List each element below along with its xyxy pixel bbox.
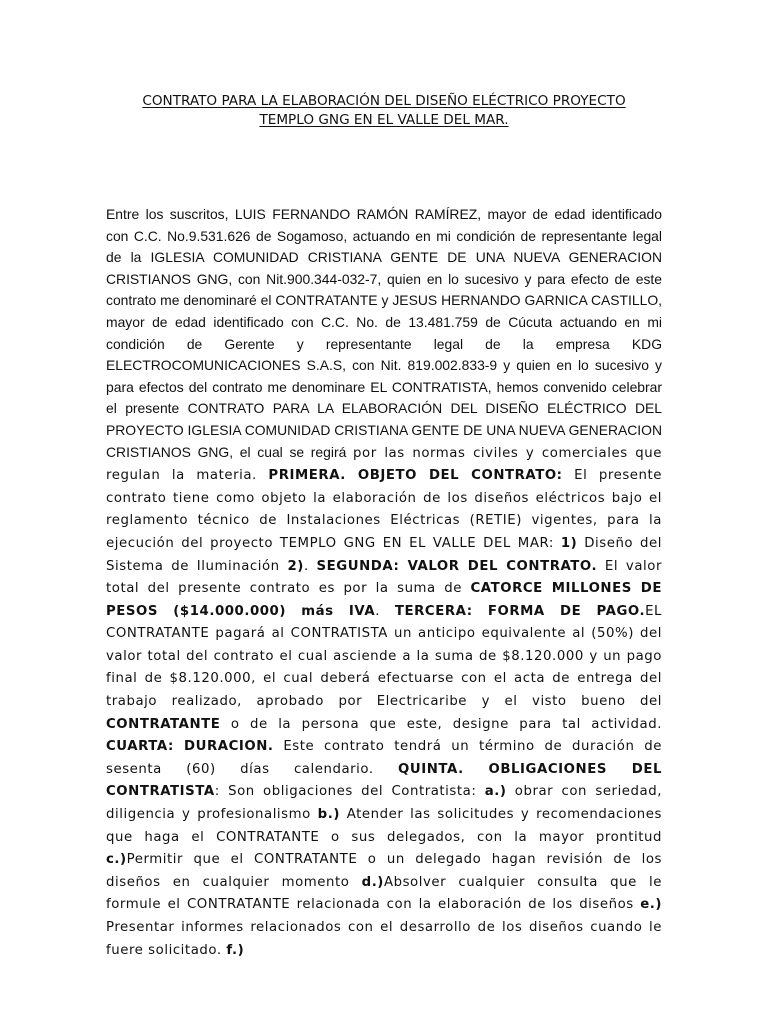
clause-quinta-heading: QUINTA. OBLIGACIONES DEL CONTRATISTA (106, 761, 663, 800)
intro-paragraph: Entre los suscritos, LUIS FERNANDO RAMÓN RAMÍREZ, mayor de edad identificado con C.C. No.9.531.626 de Sogamoso, actuando en mi condición de representante legal de la IGLESIA COMUNIDAD CRISTIANA GENTE DE UNA NUEVA GENERACION CRISTIANOS GNG, con Nit.900.344-032-7, quien en lo sucesivo y para efecto de este contrato me denominaré el CONTRATANTE y JESUS HERNANDO GARNICA CASTILLO, mayor de edad identificado con C.C. No. de 13.481.759 de Cúcuta actuando en mi condición de Gerente y representante legal de la empresa KDG ELECTROCOMUNICACIONES S.A.S, con Nit. 819.002.833-9 y quien en lo sucesivo y para efectos del contrato me denominare EL CONTRATISTA, hemos convenido celebrar el presente CONTRATO PARA LA ELABORACIÓN DEL DISEÑO ELÉCTRICO DEL PROYECTO IGLESIA COMUNIDAD CRISTIANA GENTE DE UNA NUEVA GENERACION CRISTIANOS GNG, el cual se regirá (106, 206, 662, 460)
contract-title (100, 92, 668, 130)
wide-text-block (106, 446, 662, 958)
item-2-text: . (303, 558, 317, 574)
obligation-c-text: Permitir que el CONTRATANTE o un delegado hagan revisión de los diseños en cualquier momento (106, 852, 662, 890)
contratante-bold: CONTRATANTE (106, 716, 221, 732)
title-line-2: TEMPLO GNG EN EL VALLE DEL MAR. (259, 112, 509, 128)
obligation-d-label: d.) (361, 874, 384, 890)
clause-quinta-text: : Son obligaciones del Contratista: (214, 784, 485, 800)
clause-primera-heading: PRIMERA. OBJETO DEL CONTRATO: (268, 468, 563, 484)
item-1-text: Diseño del Sistema de Iluminación (106, 535, 662, 574)
contract-body (106, 204, 662, 961)
clause-segunda-heading: SEGUNDA: VALOR DEL CONTRATO. (316, 558, 598, 574)
obligation-b-label: b.) (317, 807, 340, 823)
clause-tercera-tail: o de la persona que este, designe para tal actividad. (220, 716, 662, 732)
item-2-number: 2) (287, 558, 304, 574)
clause-primera-text: El presente contrato tiene como objeto la elaboración de los diseños eléctricos bajo el reglamento técnico de Instalaciones Eléctricas (RETIE) vigentes, para la ejecución del proyecto TEMPLO GNG EN EL VALLE DEL MAR: (106, 468, 663, 551)
clause-separator: . (375, 603, 395, 619)
obligation-b-text: Atender las solicitudes y recomendaciones que haga el CONTRATANTE o sus delegados, con la mayor prontitud (106, 807, 662, 845)
obligation-c-label: c.) (106, 852, 127, 868)
obligation-f-label: f.) (226, 942, 245, 958)
contract-amount: CATORCE MILLONES DE PESOS ($14.000.000) más IVA (106, 581, 662, 619)
intro-tail: por las normas civiles y comerciales que regulan la materia. (106, 445, 662, 484)
title-line-1: CONTRATO PARA LA ELABORACIÓN DEL DISEÑO ELÉCTRICO PROYECTO (142, 93, 626, 109)
clause-tercera-heading: TERCERA: FORMA DE PAGO. (394, 603, 646, 619)
clause-tercera-text: EL CONTRATANTE pagará al CONTRATISTA un anticipo equivalente al (50%) del valor total del contrato el cual asciende a la suma de $8.120.000 y un pago final de $8.120.000, el cual deberá efectuarse con el acta de entrega del trabajo realizado, aprobado por Electricaribe y el visto bueno del (106, 603, 662, 710)
obligation-d-text: Absolver cualquier consulta que le formule el CONTRATANTE relacionada con la elaboración de los diseños (106, 874, 662, 913)
item-1-number: 1) (560, 535, 578, 551)
obligation-e-text: Presentar informes relacionados con el desarrollo de los diseños cuando le fuere solicitado. (106, 920, 662, 958)
obligation-a-label: a.) (484, 784, 507, 800)
clause-segunda-text: El valor total del presente contrato es por la suma de (106, 558, 662, 597)
obligation-e-label: e.) (640, 897, 662, 913)
obligation-a-text: obrar con seriedad, diligencia y profesionalismo (106, 784, 662, 823)
clause-cuarta-heading: CUARTA: DURACION. (106, 739, 274, 755)
clause-cuarta-text: Este contrato tendrá un término de duración de sesenta (60) días calendario. (106, 739, 662, 777)
